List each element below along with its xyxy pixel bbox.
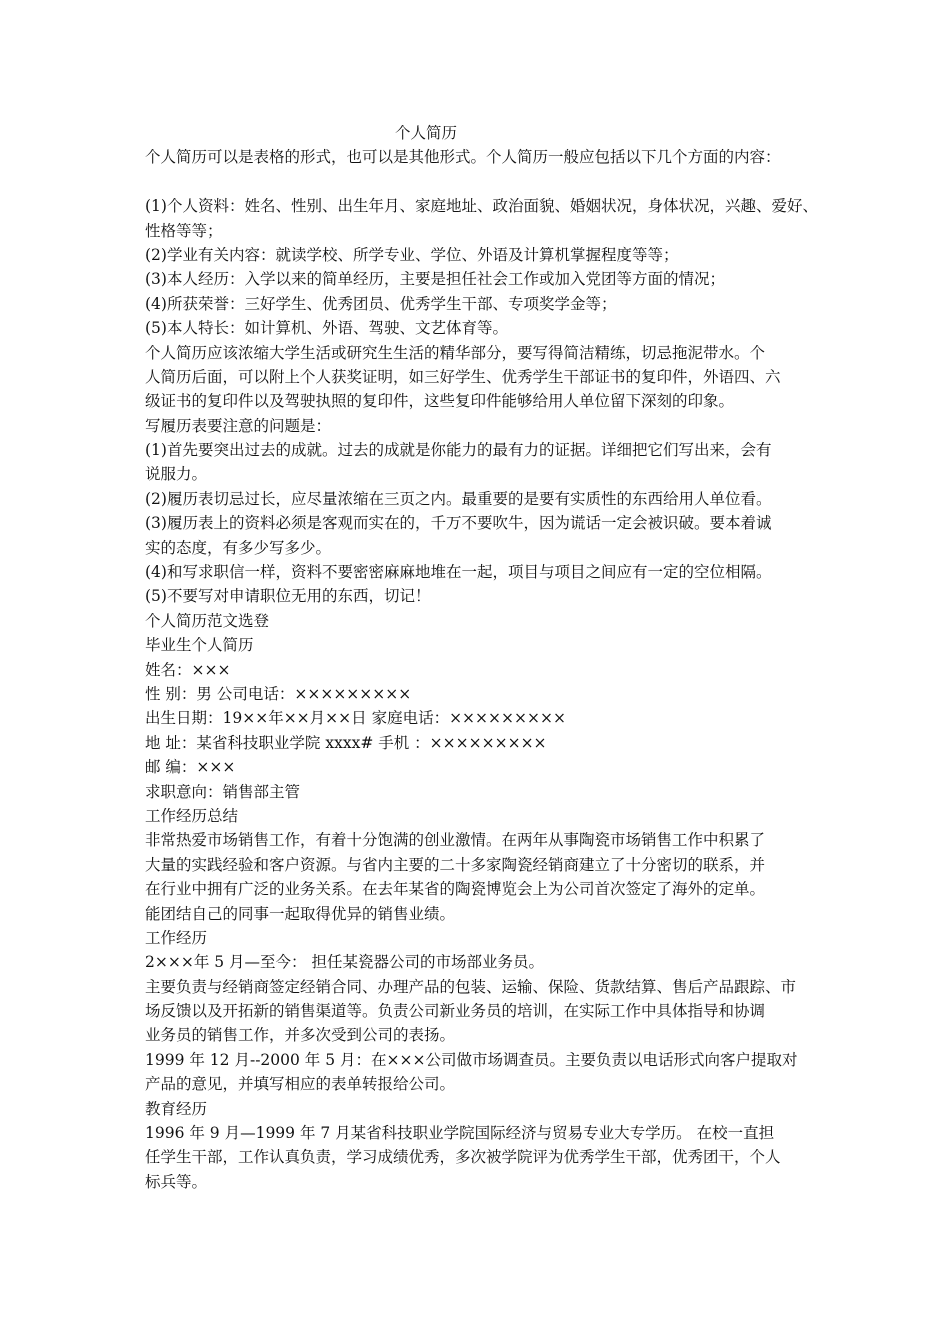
work-line: 2×××年 5 月—至今： 担任某瓷器公司的市场部业务员。: [145, 953, 544, 972]
content-item: (2)学业有关内容：就读学校、所学专业、学位、外语及计算机掌握程度等等；: [145, 245, 679, 264]
note-item: (3)履历表上的资料必须是客观而实在的，千万不要吹牛，因为谎话一定会被识破。要本着诚: [145, 514, 772, 533]
note-item: (4)和写求职信一样，资料不要密密麻麻地堆在一起，项目与项目之间应有一定的空位相隔。: [145, 563, 772, 582]
note-item: (2)履历表切忌过长，应尽量浓缩在三页之内。最重要的是要有实质性的东西给用人单位看。: [145, 489, 772, 508]
sample-heading: 个人简历范文选登: [145, 611, 270, 630]
work-line: 主要负责与经销商签定经销合同、办理产品的包装、运输、保险、货款结算、售后产品跟踪、市: [145, 977, 797, 996]
info-line: 邮 编：×××: [145, 758, 236, 777]
content-item: (5)本人特长：如计算机、外语、驾驶、文艺体育等。: [145, 319, 508, 338]
summary-line: 在行业中拥有广泛的业务关系。在去年某省的陶瓷博览会上为公司首次签定了海外的定单。: [145, 880, 766, 899]
info-line: 出生日期：19××年××月××日 家庭电话：×××××××××: [145, 709, 566, 728]
content-item: 性格等等；: [145, 221, 223, 240]
blank-line: [145, 170, 825, 194]
paragraph-line: 人简历后面，可以附上个人获奖证明，如三好学生、优秀学生干部证书的复印件，外语四、六: [145, 367, 781, 386]
document-body: [145, 121, 825, 1194]
note-item: 说服力。: [145, 465, 208, 484]
note-item: (1)首先要突出过去的成就。过去的成就是你能力的最有力的证据。详细把它们写出来，会有: [145, 441, 772, 460]
paragraph-line: 个人简历应该浓缩大学生活或研究生生活的精华部分，要写得简洁精练，切忌拖泥带水。个: [145, 343, 766, 362]
education-heading: 教育经历: [145, 1099, 208, 1118]
sample-title: 毕业生个人简历: [145, 636, 254, 655]
work-heading: 工作经历: [145, 928, 208, 947]
notes-heading: 写履历表要注意的问题是：: [145, 416, 332, 435]
education-line: 任学生干部，工作认真负责，学习成绩优秀，多次被学院评为优秀学生干部，优秀团干，个人: [145, 1148, 781, 1167]
content-item: (1)个人资料：姓名、性别、出生年月、家庭地址、政治面貌、婚姻状况，身体状况，兴趣、爱好、: [145, 197, 818, 216]
summary-line: 非常热爱市场销售工作，有着十分饱满的创业激情。在两年从事陶瓷市场销售工作中积累了: [145, 831, 766, 850]
note-item: (5)不要写对申请职位无用的东西，切记！: [145, 587, 431, 606]
content-item: (4)所获荣誉：三好学生、优秀团员、优秀学生干部、专项奖学金等；: [145, 294, 617, 313]
info-line: 求职意向：销售部主管: [145, 782, 301, 801]
note-item: 实的态度，有多少写多少。: [145, 538, 332, 557]
summary-line: 大量的实践经验和客户资源。与省内主要的二十多家陶瓷经销商建立了十分密切的联系，并: [145, 855, 766, 874]
work-line: 业务员的销售工作，并多次受到公司的表扬。: [145, 1026, 456, 1045]
education-line: 标兵等。: [145, 1172, 208, 1191]
document-title: 个人简历: [395, 124, 458, 142]
work-line: 产品的意见，并填写相应的表单转报给公司。: [145, 1075, 456, 1094]
paragraph-line: 级证书的复印件以及驾驶执照的复印件，这些复印件能够给用人单位留下深刻的印象。: [145, 392, 735, 411]
info-line: 姓名：×××: [145, 660, 231, 679]
summary-line: 能团结自己的同事一起取得优异的销售业绩。: [145, 904, 456, 923]
work-line: 1999 年 12 月--2000 年 5 月：在×××公司做市场调查员。主要负责以电话形式向客户提取对: [145, 1050, 798, 1069]
work-line: 场反馈以及开拓新的销售渠道等。负责公司新业务员的培训，在实际工作中具体指导和协调: [145, 1002, 766, 1021]
education-line: 1996 年 9 月—1999 年 7 月某省科技职业学院国际经济与贸易专业大专学历。 在校一直担: [145, 1124, 775, 1143]
info-line: 地 址：某省科技职业学院 xxxx# 手机 ：×××××××××: [145, 733, 547, 752]
intro-paragraph: 个人简历可以是表格的形式，也可以是其他形式。个人简历一般应包括以下几个方面的内容：: [145, 148, 781, 167]
info-line: 性 别：男 公司电话：×××××××××: [145, 684, 412, 703]
summary-heading: 工作经历总结: [145, 806, 239, 825]
content-item: (3)本人经历：入学以来的简单经历，主要是担任社会工作或加入党团等方面的情况；: [145, 270, 725, 289]
